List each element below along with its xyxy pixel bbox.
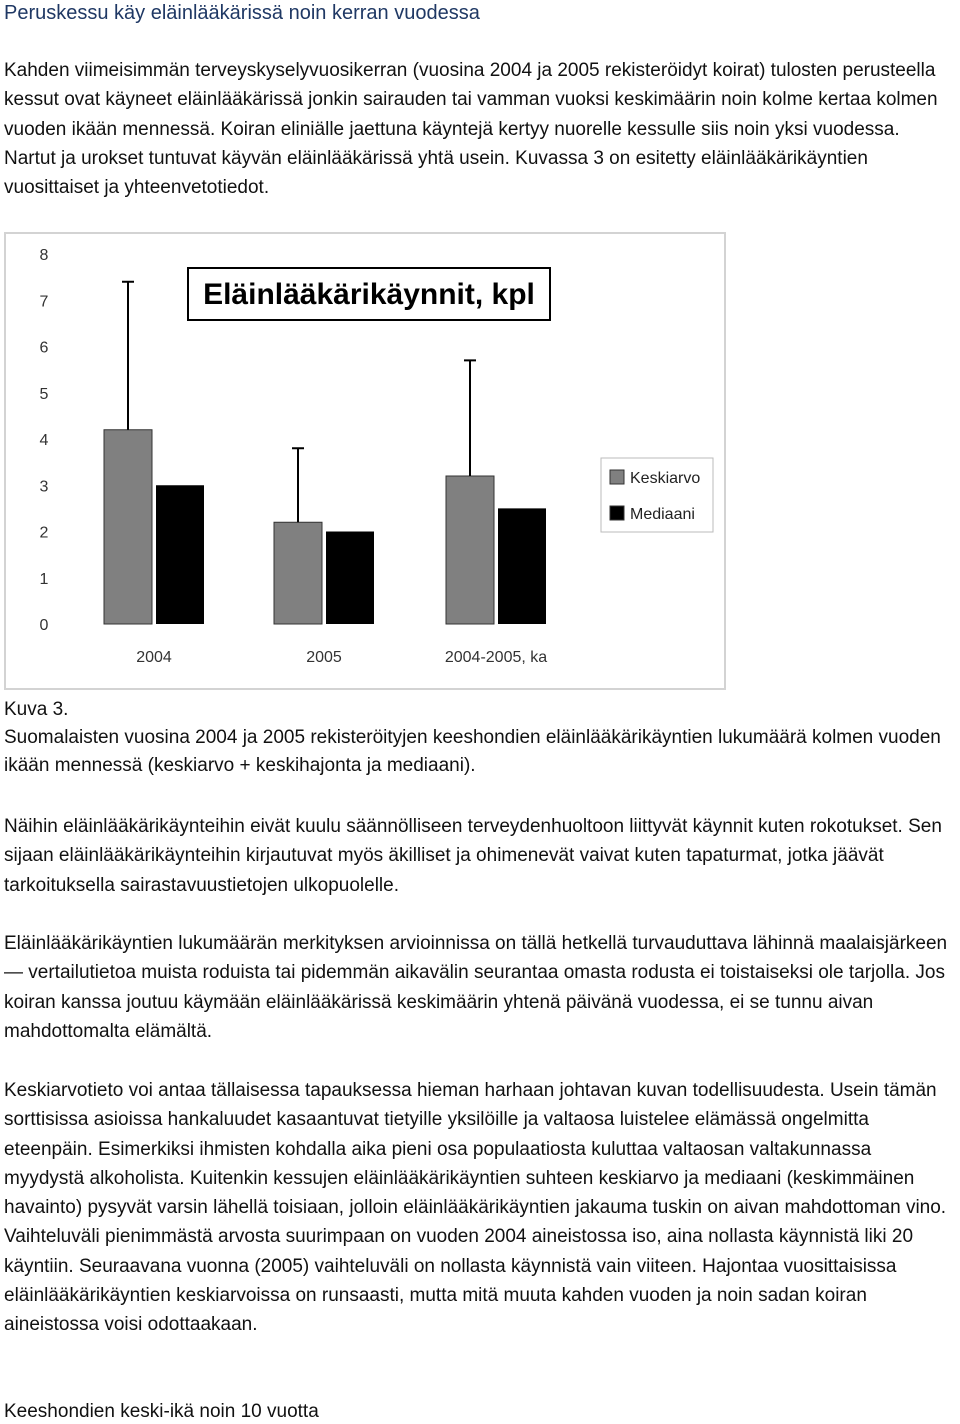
y-tick-label: 2 — [39, 524, 49, 542]
bar-mediaani — [498, 508, 546, 624]
legend-swatch — [610, 470, 624, 484]
bar-mediaani — [326, 532, 374, 625]
bar-mediaani — [156, 485, 204, 624]
bar-keskiarvo — [446, 476, 494, 624]
x-tick-label: 2004 — [136, 649, 172, 666]
figure-caption — [4, 696, 954, 780]
bar-keskiarvo — [104, 430, 152, 624]
paragraph-4: Keskiarvotieto voi antaa tällaisessa tapauksessa hieman harhaan johtavan kuvan todellisuudesta. Usein tämän sorttisissa asioissa hankaluudet kasaantuvat tietyille yksilöille ja valtaosa luistelee elämässä ongelmitta eteenpäin. Esimerkiksi ihmisten kohdalla aika pieni osa populaatiosta kuluttaa valtaosan valtakunnassa myydystä alkoholista. Kuitenkin kessujen eläinlääkärikäyntien suhteen keskiarvo ja mediaani (keskimmäinen havainto) pysyvät varsin lähellä toisiaan, jolloin eläinlääkärikäyntien jakauma tuskin on aivan mahdottoman vino. Vaihteluväli pienimmästä arvosta suurimpaan on vuoden 2004 aineistossa iso, aina nollasta käynnistä liki 20 käyntiin. Seuraavana vuonna (2005) vaihteluväli on nollasta käynnistä vain viiteen. Hajontaa vuosittaisissa eläinlääkärikäyntien keskiarvoissa on runsaasti, mutta mitä muuta kahden vuoden ja noin sadan koiran aineistossa voisi odottaakaan. — [4, 1080, 947, 1336]
y-tick-label: 4 — [39, 432, 49, 449]
chart-svg — [6, 234, 724, 688]
section-heading: Peruskessu käy eläinlääkärissä noin kerran vuodessa — [4, 2, 480, 24]
x-tick-label: 2004-2005, ka — [444, 649, 548, 666]
legend-label: Keskiarvo — [630, 470, 701, 487]
y-tick-label: 8 — [39, 247, 49, 264]
x-tick-label: 2005 — [306, 649, 342, 666]
caption-text: Suomalaisten vuosina 2004 ja 2005 rekisteröityjen keeshondien eläinlääkärikäyntien lukumäärä kolmen vuoden ikään mennessä (keskiarvo + keskihajonta ja mediaani). — [4, 727, 941, 776]
legend-swatch — [610, 506, 624, 520]
y-tick-label: 6 — [39, 339, 49, 357]
footer-heading: Keeshondien keski-ikä noin 10 vuotta — [4, 1401, 319, 1422]
y-tick-label: 7 — [39, 293, 49, 311]
paragraph-3: Eläinlääkärikäyntien lukumäärän merkityksen arvioinnissa on tällä hetkellä turvauduttava lähinnä maalaisjärkeen — vertailutietoa muista roduista tai pidemmän aikavälin seurantaa omasta rodusta ei toistaiseksi ole tarjolla. Jos koiran kanssa joutuu käymään eläinlääkärissä keskimäärin yhtenä päivänä vuodessa, ei se tunnu aivan mahdottomalta elämältä. — [4, 933, 948, 1042]
chart-title: Eläinlääkärikäynnit, kpl — [203, 278, 535, 311]
y-tick-label: 0 — [39, 617, 49, 634]
y-tick-label: 1 — [39, 570, 49, 588]
vet-visits-chart — [4, 232, 726, 690]
paragraph-2: Näihin eläinlääkärikäynteihin eivät kuulu säännölliseen terveydenhuoltoon liittyvät käynnit kuten rokotukset. Sen sijaan eläinlääkärikäynteihin kirjautuvat myös äkilliset ja ohimenevät vaivat kuten tapaturmat, jotka jäävät tarkoituksella sairastavuustietojen ulkopuolelle. — [4, 816, 942, 896]
y-tick-label: 5 — [39, 385, 49, 403]
caption-label: Kuva 3. — [4, 699, 69, 720]
legend-label: Mediaani — [630, 506, 695, 523]
bar-keskiarvo — [274, 522, 322, 624]
y-tick-label: 3 — [39, 478, 49, 496]
intro-paragraph: Kahden viimeisimmän terveyskyselyvuosikerran (vuosina 2004 ja 2005 rekisteröidyt koirat) tulosten perusteella kessut ovat käyneet eläinlääkärissä jonkin sairauden tai vamman vuoksi keskimäärin noin kolme kertaa kolmen vuoden ikään mennessä. Koiran eliniälle jaettuna käyntejä kertyy nuorelle kessulle siis noin yksi vuodessa. Nartut ja urokset tuntuvat käyvän eläinlääkärissä yhtä usein. Kuvassa 3 on esitetty eläinlääkärikäyntien vuosittaiset ja yhteenvetotiedot. — [4, 60, 938, 199]
